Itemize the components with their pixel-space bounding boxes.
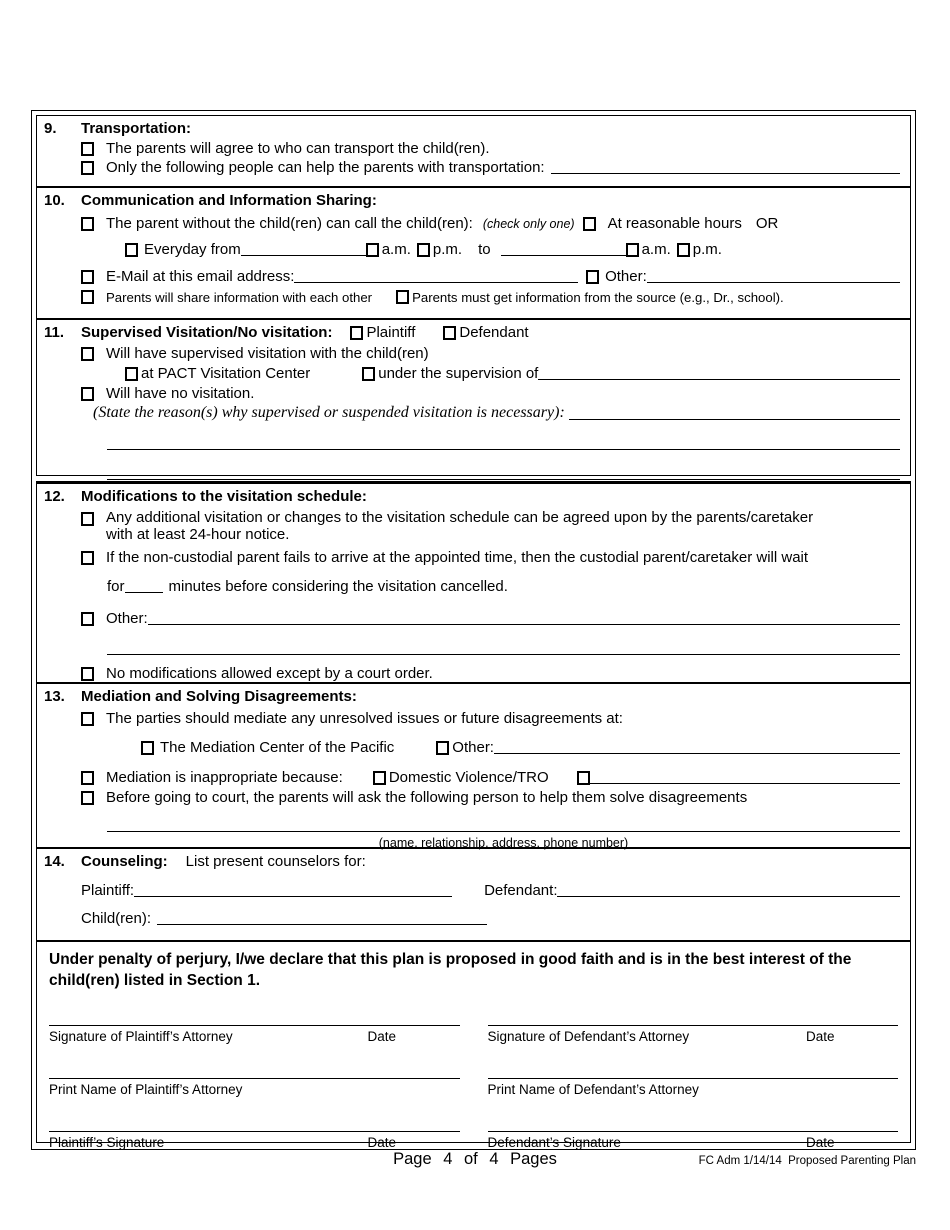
s10-email-blank[interactable] bbox=[294, 281, 578, 283]
s11-supervised-label: Will have supervised visitation with the child(ren) bbox=[106, 345, 429, 362]
defendant-attorney-print-name-label: Print Name of Defendant’s Attorney bbox=[487, 1081, 699, 1097]
date-label: Date bbox=[806, 1028, 835, 1044]
cb-s10-from-am-checkbox[interactable] bbox=[366, 243, 379, 257]
s14-children-blank[interactable] bbox=[157, 923, 487, 925]
cb-s10-from-pm-checkbox[interactable] bbox=[417, 243, 430, 257]
cb-s12-agreed-checkbox[interactable] bbox=[81, 512, 94, 526]
cb-s11-pact-checkbox[interactable] bbox=[125, 367, 138, 381]
s10-other-label: Other: bbox=[605, 268, 647, 285]
section-title: Counseling: bbox=[81, 853, 168, 870]
defendant-attorney-signature-label: Signature of Defendant’s Attorney bbox=[487, 1028, 690, 1044]
cb-s13-mcp-checkbox[interactable] bbox=[141, 741, 154, 755]
form-border bbox=[31, 110, 916, 1150]
s12-opt1-line1: Any additional visitation or changes to the visitation schedule can be agreed upon by the parents/caretaker bbox=[106, 509, 814, 526]
cb-s11-supervision-of-checkbox[interactable] bbox=[362, 367, 375, 381]
s13-person-blank[interactable] bbox=[107, 830, 900, 832]
section-13-mediation bbox=[37, 684, 910, 849]
cb-s13-mediate-checkbox[interactable] bbox=[81, 712, 94, 726]
s12-opt2-label: If the non-custodial parent fails to arrive at the appointed time, then the custodial parent/caretaker will wait bbox=[106, 549, 809, 566]
s14-children-label: Child(ren): bbox=[81, 910, 152, 927]
s10-other-blank[interactable] bbox=[647, 281, 900, 283]
s12-other-blank-2[interactable] bbox=[107, 653, 900, 655]
s10-to-time-blank[interactable] bbox=[501, 254, 626, 256]
cb-s9-parents-agree-checkbox[interactable] bbox=[81, 142, 94, 156]
section-number: 11. bbox=[44, 324, 65, 341]
s14-subtitle: List present counselors for: bbox=[185, 853, 366, 870]
s12-minutes-label: minutes before considering the visitation cancelled. bbox=[168, 578, 508, 595]
perjury-declaration: Under penalty of perjury, I/we declare that this plan is proposed in good faith and is in the best interest of the child(ren) listed in Section 1. bbox=[49, 951, 852, 989]
plaintiff-attorney-print-name-label: Print Name of Plaintiff’s Attorney bbox=[49, 1081, 243, 1097]
s10-from-am-label: a.m. bbox=[381, 241, 411, 258]
plaintiff-attorney-signature-label: Signature of Plaintiff’s Attorney bbox=[49, 1028, 233, 1044]
cb-s12-wait-checkbox[interactable] bbox=[81, 551, 94, 565]
s10-source-label: Parents must get information from the source (e.g., Dr., school). bbox=[412, 290, 784, 305]
s12-other-blank-1[interactable] bbox=[148, 623, 900, 625]
cb-s10-to-am-checkbox[interactable] bbox=[626, 243, 639, 257]
section-title: Supervised Visitation/No visitation: bbox=[81, 324, 333, 341]
s14-defendant-blank[interactable] bbox=[557, 895, 900, 897]
s13-person-caption: (name, relationship, address, phone number) bbox=[378, 836, 629, 850]
page-number: Page 4 of 4 Pages bbox=[393, 1150, 557, 1168]
s12-no-mods-label: No modifications allowed except by a court order. bbox=[106, 665, 433, 682]
s11-no-visitation-label: Will have no visitation. bbox=[106, 385, 255, 402]
section-10-communication bbox=[37, 188, 910, 320]
s10-from-pm-label: p.m. bbox=[432, 241, 463, 258]
page-footer bbox=[0, 1150, 950, 1180]
cb-s13-inappropriate-checkbox[interactable] bbox=[81, 771, 94, 785]
declaration-section bbox=[37, 942, 910, 1150]
cb-s10-reasonable-hours-checkbox[interactable] bbox=[583, 217, 596, 231]
cb-s13-other-reason-checkbox[interactable] bbox=[577, 771, 590, 785]
s11-reason-blank-2[interactable] bbox=[107, 448, 900, 450]
s11-defendant-label: Defendant bbox=[459, 324, 529, 341]
s13-other-reason-blank[interactable] bbox=[590, 782, 900, 784]
s13-before-court-label: Before going to court, the parents will ask the following person to help them solve disagreements bbox=[106, 789, 748, 806]
signature-grid bbox=[49, 1024, 898, 1150]
cb-s13-dv-tro-checkbox[interactable] bbox=[373, 771, 386, 785]
defendant-signature-label: Defendant’s Signature bbox=[487, 1134, 621, 1150]
section-number: 14. bbox=[44, 853, 65, 870]
cb-s10-everyday-checkbox[interactable] bbox=[125, 243, 138, 257]
cb-s12-other-checkbox[interactable] bbox=[81, 612, 94, 626]
s12-for-label: for bbox=[107, 578, 125, 595]
s12-opt1-line2: with at least 24-hour notice. bbox=[106, 526, 290, 543]
s10-from-time-blank[interactable] bbox=[241, 254, 366, 256]
section-title: Communication and Information Sharing: bbox=[81, 192, 377, 209]
s9-opt2-label: Only the following people can help the parents with transportation: bbox=[106, 159, 545, 176]
cb-s9-only-following-checkbox[interactable] bbox=[81, 161, 94, 175]
s10-reasonable-label: At reasonable hours bbox=[607, 215, 742, 232]
s10-or-label: OR bbox=[755, 215, 779, 232]
s10-call-label: The parent without the child(ren) can call the child(ren): bbox=[106, 215, 473, 232]
cb-s12-no-mods-checkbox[interactable] bbox=[81, 667, 94, 681]
s14-plaintiff-blank[interactable] bbox=[134, 895, 452, 897]
s13-mcp-label: The Mediation Center of the Pacific bbox=[160, 739, 395, 756]
s13-mediate-label: The parties should mediate any unresolved issues or future disagreements at: bbox=[106, 710, 623, 727]
s11-state-reason-label: (State the reason(s) why supervised or suspended visitation is necessary): bbox=[93, 404, 565, 421]
section-14-counseling bbox=[37, 849, 910, 942]
section-title: Transportation: bbox=[81, 120, 192, 137]
s11-plaintiff-label: Plaintiff bbox=[366, 324, 416, 341]
form-table-bottom bbox=[36, 481, 911, 1150]
s10-to-pm-label: p.m. bbox=[692, 241, 722, 258]
form-id: FC Adm 1/14/14 Proposed Parenting Plan bbox=[698, 1155, 916, 1167]
date-label: Date bbox=[367, 1028, 397, 1044]
s11-reason-blank-3[interactable] bbox=[107, 478, 900, 480]
cb-s11-defendant-checkbox[interactable] bbox=[443, 326, 456, 340]
s13-dv-tro-label: Domestic Violence/TRO bbox=[388, 769, 549, 786]
s13-other-label: Other: bbox=[452, 739, 494, 756]
cb-s11-supervised-checkbox[interactable] bbox=[81, 347, 94, 361]
cb-s10-to-pm-checkbox[interactable] bbox=[677, 243, 690, 257]
cb-s13-other-checkbox[interactable] bbox=[436, 741, 449, 755]
section-number: 12. bbox=[44, 488, 65, 505]
s12-minutes-blank[interactable] bbox=[125, 591, 163, 593]
plaintiff-signature-label: Plaintiff’s Signature bbox=[49, 1134, 165, 1150]
date-label: Date bbox=[806, 1134, 835, 1150]
s10-everyday-label: Everyday from bbox=[144, 241, 241, 258]
s10-to-label: to bbox=[478, 241, 491, 258]
section-11-supervised-visitation bbox=[37, 320, 910, 475]
s12-other-label: Other: bbox=[106, 610, 148, 627]
s13-other-blank[interactable] bbox=[494, 752, 900, 754]
s9-transportation-blank[interactable] bbox=[551, 172, 900, 174]
s11-supervision-of-blank[interactable] bbox=[538, 378, 900, 380]
form-table-top bbox=[36, 115, 911, 476]
s10-email-label: E-Mail at this email address: bbox=[106, 268, 295, 285]
s14-defendant-label: Defendant: bbox=[484, 882, 558, 899]
s13-inappropriate-label: Mediation is inappropriate because: bbox=[106, 769, 343, 786]
cb-s10-source-checkbox[interactable] bbox=[396, 290, 409, 304]
s11-reason-blank-1[interactable] bbox=[569, 418, 900, 420]
date-label: Date bbox=[367, 1134, 397, 1150]
cb-s10-other-checkbox[interactable] bbox=[586, 270, 599, 284]
cb-s11-plaintiff-checkbox[interactable] bbox=[350, 326, 363, 340]
s14-plaintiff-label: Plaintiff: bbox=[81, 882, 135, 899]
cb-s11-no-visitation-checkbox[interactable] bbox=[81, 387, 94, 401]
s10-to-am-label: a.m. bbox=[641, 241, 671, 258]
section-number: 9. bbox=[44, 120, 57, 137]
section-number: 10. bbox=[44, 192, 65, 209]
s11-supervision-of-label: under the supervision of bbox=[378, 365, 539, 382]
cb-s10-call-checkbox[interactable] bbox=[81, 217, 94, 231]
section-title: Mediation and Solving Disagreements: bbox=[81, 688, 357, 705]
section-9-transportation bbox=[37, 116, 910, 188]
s10-check-only-one-note: (check only one) bbox=[482, 217, 575, 231]
s11-pact-label: at PACT Visitation Center bbox=[141, 365, 311, 382]
cb-s10-share-checkbox[interactable] bbox=[81, 290, 94, 304]
section-title: Modifications to the visitation schedule: bbox=[81, 488, 367, 505]
section-number: 13. bbox=[44, 688, 65, 705]
section-12-modifications bbox=[37, 484, 910, 684]
s9-opt1-label: The parents will agree to who can transport the child(ren). bbox=[106, 140, 490, 157]
s10-share-label: Parents will share information with each other bbox=[106, 290, 373, 305]
cb-s10-email-checkbox[interactable] bbox=[81, 270, 94, 284]
cb-s13-before-court-checkbox[interactable] bbox=[81, 791, 94, 805]
